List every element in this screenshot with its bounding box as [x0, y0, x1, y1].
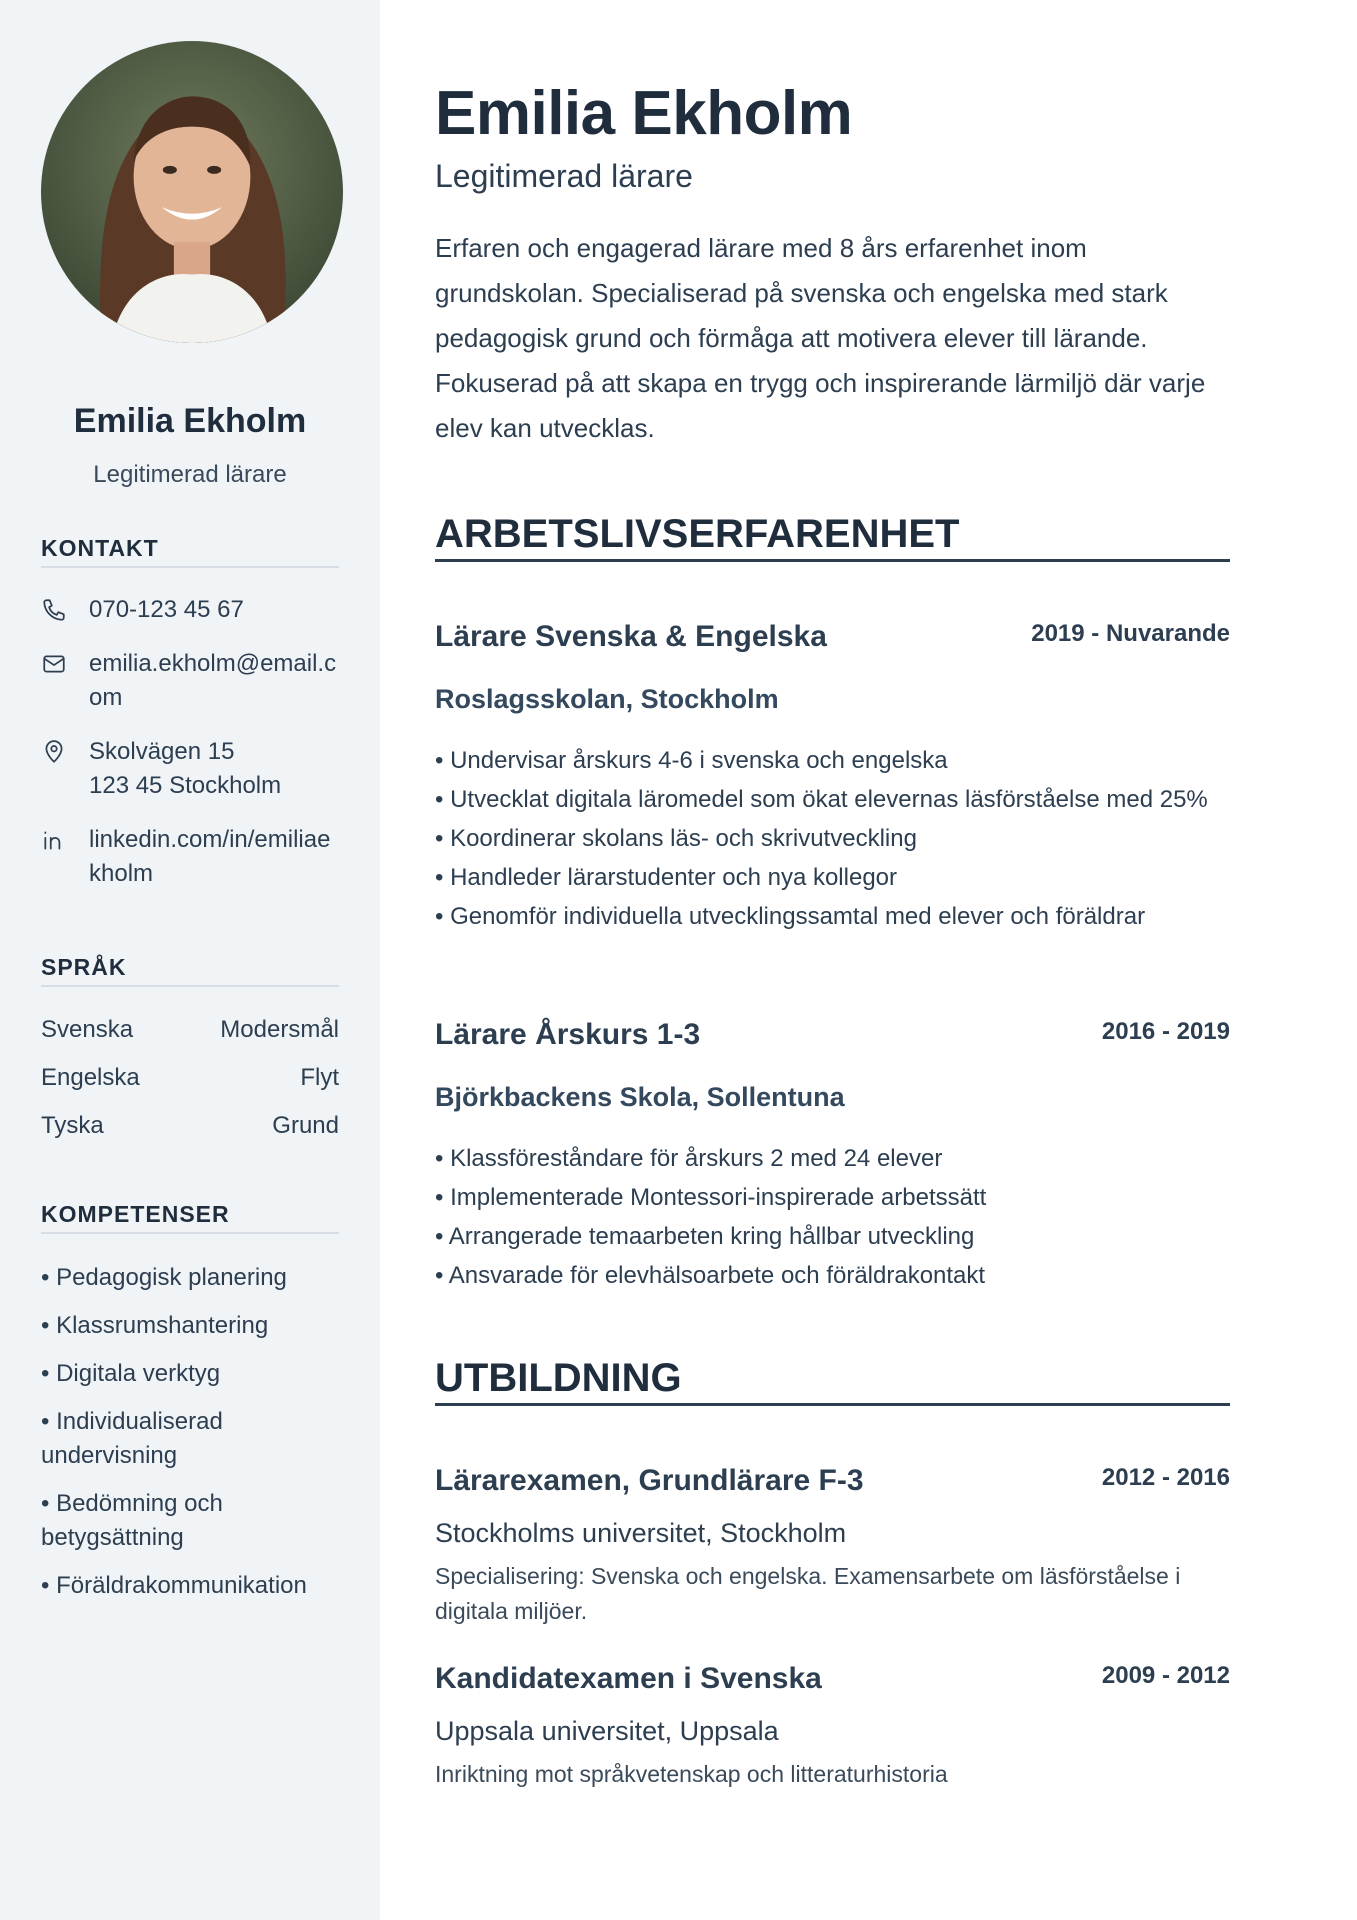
job-period: 2016 - 2019	[1101, 1018, 1230, 1045]
language-name: Tyska	[41, 1112, 104, 1139]
experience-heading: ARBETSLIVSERFARENHET	[435, 512, 1230, 562]
language-row	[41, 1064, 339, 1092]
language-level: Grund	[272, 1112, 339, 1139]
job-bullet: • Implementerade Montessori-inspirerade arbetssätt	[435, 1184, 987, 1211]
job-bullet: • Handleder lärarstudenter och nya kollegor	[435, 864, 897, 891]
job-entry	[435, 620, 1230, 936]
contact-phone-text: 070-123 45 67	[89, 596, 244, 623]
languages-heading: SPRÅK	[41, 954, 339, 987]
job-title: Lärare Årskurs 1-3	[435, 1018, 701, 1051]
job-organization: Roslagsskolan, Stockholm	[435, 684, 779, 714]
job-bullet-list	[435, 1139, 1230, 1295]
skill-item: • Föräldrakommunikation	[41, 1572, 307, 1599]
education-description: Inriktning mot språkvetenskap och litteraturhistoria	[435, 1761, 948, 1787]
contact-linkedin-text: linkedin.com/in/emiliaekholm	[89, 826, 331, 887]
job-entry	[435, 1018, 1230, 1295]
education-title: Lärarexamen, Grundlärare F-3	[435, 1464, 864, 1497]
skill-item: • Bedömning och betygsättning	[41, 1490, 223, 1551]
skill-item: • Individualiserad undervisning	[41, 1408, 223, 1469]
education-heading: UTBILDNING	[435, 1356, 1230, 1406]
language-row	[41, 1016, 339, 1044]
sidebar-title: Legitimerad lärare	[93, 461, 287, 488]
education-school: Uppsala universitet, Uppsala	[435, 1716, 779, 1746]
languages-section	[41, 954, 339, 1144]
education-school: Stockholms universitet, Stockholm	[435, 1518, 847, 1548]
language-level: Modersmål	[220, 1016, 339, 1043]
skill-item: • Digitala verktyg	[41, 1360, 221, 1387]
education-title: Kandidatexamen i Svenska	[435, 1662, 822, 1695]
skill-item: • Pedagogisk planering	[41, 1264, 287, 1291]
location-pin-icon	[41, 735, 89, 803]
language-name: Svenska	[41, 1016, 134, 1043]
job-bullet: • Ansvarade för elevhälsoarbete och föräldrakontakt	[435, 1262, 986, 1289]
education-period: 2012 - 2016	[1101, 1464, 1230, 1491]
contact-address-text: Skolvägen 15 123 45 Stockholm	[89, 738, 282, 799]
contact-email[interactable]	[41, 647, 339, 715]
language-row	[41, 1112, 339, 1140]
education-period: 2009 - 2012	[1101, 1662, 1230, 1689]
job-bullet: • Undervisar årskurs 4-6 i svenska och engelska	[435, 747, 948, 774]
skills-section	[41, 1201, 339, 1601]
mail-icon	[41, 647, 89, 715]
linkedin-icon	[41, 823, 89, 891]
contact-address	[41, 735, 339, 803]
job-bullet: • Klassföreståndare för årskurs 2 med 24 elever	[435, 1145, 943, 1172]
main-subtitle: Legitimerad lärare	[435, 158, 693, 194]
language-name: Engelska	[41, 1064, 140, 1091]
skill-item: • Klassrumshantering	[41, 1312, 269, 1339]
education-description: Specialisering: Svenska och engelska. Examensarbete om läsförståelse i digitala miljöer.	[435, 1563, 1181, 1624]
job-title: Lärare Svenska & Engelska	[435, 620, 827, 653]
profile-summary: Erfaren och engagerad lärare med 8 års erfarenhet inom grundskolan. Specialiserad på svenska och engelska med stark pedagogisk grund och förmåga att motivera elever till lärande. Fokuserad på att skapa en trygg och inspirerande lärmiljö där varje elev kan utvecklas.	[435, 233, 1206, 443]
contact-linkedin[interactable]	[41, 823, 339, 891]
job-bullet: • Genomför individuella utvecklingssamtal med elever och föräldrar	[435, 903, 1146, 930]
job-bullet: • Utvecklat digitala läromedel som ökat elevernas läsförståelse med 25%	[435, 786, 1208, 813]
contact-heading: KONTAKT	[41, 535, 339, 568]
language-level: Flyt	[300, 1064, 339, 1091]
job-bullet: • Koordinerar skolans läs- och skrivutveckling	[435, 825, 917, 852]
page-title: Emilia Ekholm	[435, 79, 853, 148]
contact-section	[41, 535, 339, 895]
contact-phone[interactable]	[41, 593, 339, 627]
profile-photo	[41, 41, 343, 343]
education-entry	[435, 1662, 1230, 1792]
job-period: 2019 - Nuvarande	[1031, 620, 1230, 647]
education-entry	[435, 1464, 1230, 1629]
contact-email-text: emilia.ekholm@email.com	[89, 650, 337, 711]
job-bullet: • Arrangerade temaarbeten kring hållbar utveckling	[435, 1223, 975, 1250]
job-organization: Björkbackens Skola, Sollentuna	[435, 1082, 845, 1112]
main-content	[435, 0, 1230, 1920]
phone-icon	[41, 593, 89, 627]
skills-heading: KOMPETENSER	[41, 1201, 339, 1234]
sidebar	[0, 0, 380, 1920]
job-bullet-list	[435, 741, 1230, 936]
sidebar-name: Emilia Ekholm	[73, 402, 307, 440]
